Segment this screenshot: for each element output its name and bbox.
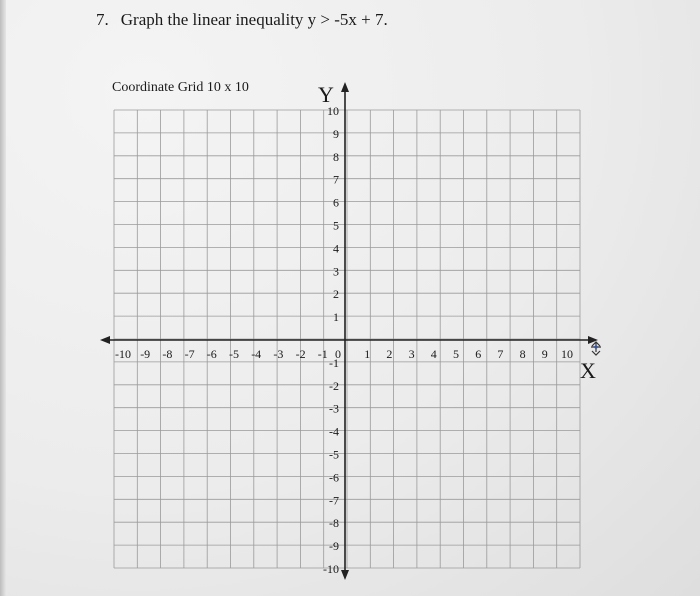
y-axis-top-arrow [341, 82, 349, 92]
y-tick-label: -7 [329, 493, 339, 508]
y-tick-label: -8 [329, 516, 339, 531]
y-tick-label: -10 [323, 562, 339, 576]
y-tick-label: 5 [333, 218, 339, 233]
x-tick-label: -9 [140, 347, 151, 361]
x-axis-label: X [580, 358, 596, 383]
x-tick-label: 8 [519, 347, 526, 361]
x-tick-label: 10 [561, 347, 573, 361]
axes [100, 82, 598, 580]
x-tick-label: -7 [184, 347, 195, 361]
x-tick-label: 6 [475, 347, 482, 361]
grid-caption: Coordinate Grid 10 x 10 [112, 80, 249, 95]
y-tick-label: -9 [329, 539, 339, 554]
x-tick-label: -5 [229, 347, 239, 361]
move-cursor-icon [591, 342, 601, 355]
x-tick-label: -10 [115, 347, 131, 361]
y-tick-label: 2 [333, 287, 339, 302]
y-tick-label: -4 [329, 424, 339, 439]
grid-lines [114, 110, 580, 568]
x-tick-label: 4 [430, 347, 437, 361]
y-tick-label: 7 [333, 172, 339, 187]
y-axis-bottom-arrow [341, 570, 349, 580]
y-axis-label: Y [318, 82, 334, 107]
y-tick-label: -1 [329, 355, 339, 370]
y-tick-label: -5 [329, 447, 339, 462]
x-tick-label: 1 [364, 347, 371, 361]
y-tick-label: 1 [333, 310, 339, 325]
y-tick-label: 6 [333, 195, 339, 210]
x-tick-label: 9 [541, 347, 548, 361]
x-axis-left-arrow [100, 336, 110, 344]
x-tick-label: -1 [317, 347, 328, 361]
y-tick-label: 4 [333, 241, 339, 256]
question-number: 7. [96, 10, 109, 29]
question-prompt: Graph the linear inequality y > -5x + 7. [120, 10, 388, 29]
y-tick-label: 10 [327, 104, 339, 118]
x-tick-label: 3 [408, 347, 415, 361]
x-tick-label: -2 [295, 347, 306, 361]
x-tick-label: 5 [453, 347, 459, 361]
y-tick-label: 3 [333, 264, 339, 279]
y-tick-label: -2 [329, 378, 339, 393]
x-tick-label: 2 [386, 347, 393, 361]
x-tick-label: -6 [206, 347, 217, 361]
x-tick-label: -8 [162, 347, 173, 361]
y-tick-label: -6 [329, 470, 339, 485]
x-tick-label: -3 [273, 347, 284, 361]
x-tick-label: -4 [251, 347, 262, 361]
x-tick-labels [115, 347, 573, 361]
x-tick-label: 0 [335, 347, 341, 361]
y-tick-label: 9 [333, 126, 339, 141]
x-tick-label: 7 [497, 347, 504, 361]
y-tick-label: -3 [329, 401, 339, 416]
y-tick-label: 8 [333, 149, 339, 164]
